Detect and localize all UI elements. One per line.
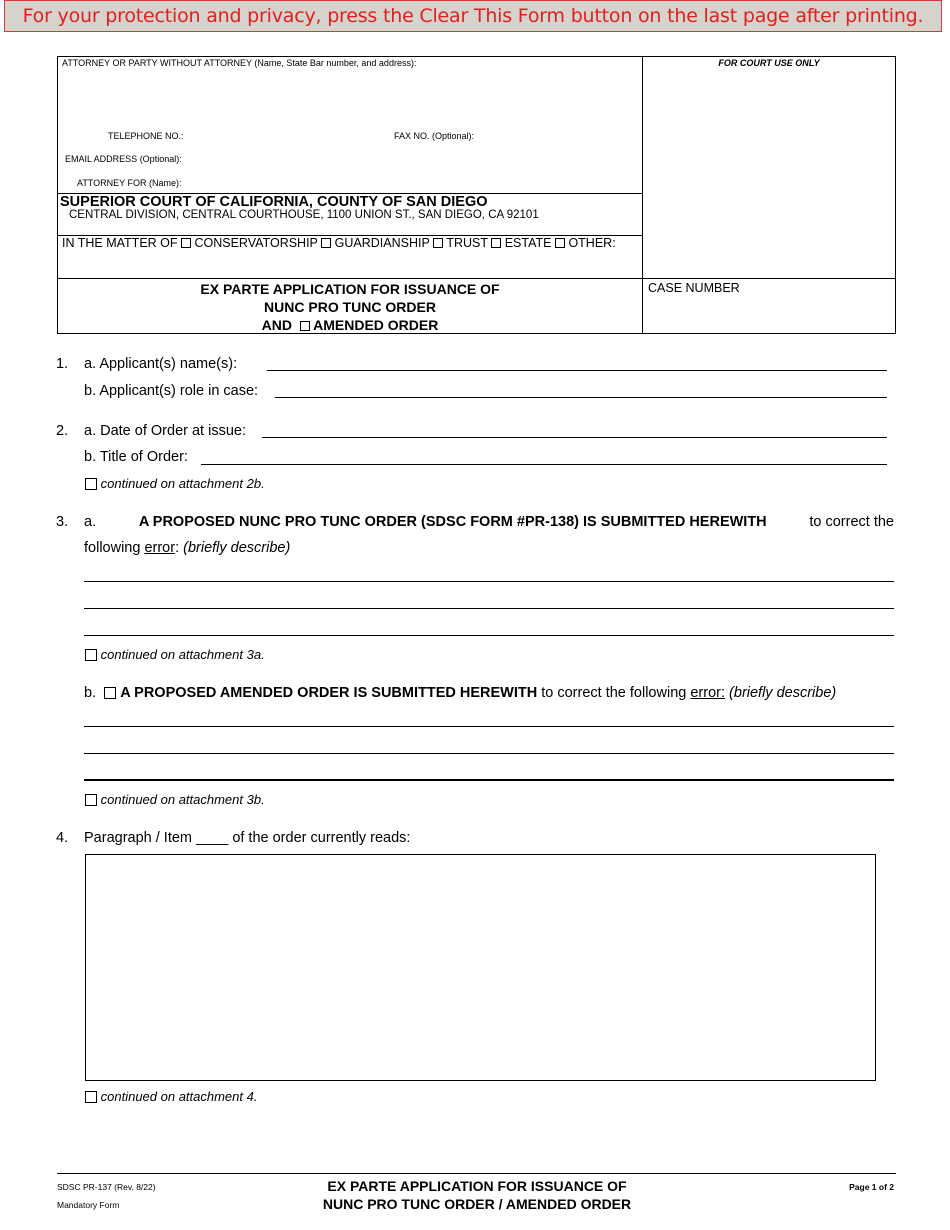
attorney-for-label: ATTORNEY FOR (Name): [77,178,182,188]
item3a-following: following [84,540,141,556]
item3a-brief: (briefly describe) [183,540,291,556]
footer-form-id: SDSC PR-137 (Rev. 8/22) [57,1182,156,1192]
attorney-label: ATTORNEY OR PARTY WITHOUT ATTORNEY (Name, State Bar number, and address): [62,58,417,68]
item4-continued [85,1089,257,1104]
item3a-colon: : [175,540,180,556]
form-title [57,280,643,334]
amended-order-title-label: AMENDED ORDER [313,317,439,333]
item1-number: 1. [56,356,69,372]
item1a-label: a. Applicant(s) name(s): [84,356,238,372]
item3a-prefix: a. [84,514,97,530]
conservatorship-checkbox[interactable] [181,238,191,248]
applicant-name-field[interactable] [267,370,887,371]
form-title-line1: EX PARTE APPLICATION FOR ISSUANCE OF [200,281,500,297]
item4-continued-label: continued on attachment 4. [100,1089,258,1104]
item3b-continued-checkbox[interactable] [85,794,97,806]
item4-label: Paragraph / Item ____ of the order currently reads: [84,830,411,846]
item1b-label: b. Applicant(s) role in case: [84,383,259,399]
fax-label: FAX NO. (Optional): [394,131,475,141]
other-checkbox[interactable] [555,238,565,248]
item3b-tail: to correct the following [541,685,687,701]
item2-continued-checkbox[interactable] [85,478,97,490]
item3b-line [84,685,836,701]
item2a-label: a. Date of Order at issue: [84,423,246,439]
other-label: OTHER: [568,236,616,250]
item4-number: 4. [56,830,69,846]
court-name: SUPERIOR COURT OF CALIFORNIA, COUNTY OF SAN DIEGO [60,194,488,210]
matter-row [62,236,616,250]
item3b-error-word: error: [690,685,726,701]
item3b-line-field-2[interactable] [84,753,894,754]
form-title-line3 [57,316,643,334]
court-address: CENTRAL DIVISION, CENTRAL COURTHOUSE, 1100 UNION ST., SAN DIEGO, CA 92101 [69,209,539,221]
footer-title [277,1177,677,1213]
footer-mandatory: Mandatory Form [57,1200,120,1210]
item3b-continued-label: continued on attachment 3b. [100,792,265,807]
applicant-role-field[interactable] [275,397,887,398]
trust-checkbox[interactable] [433,238,443,248]
item3b-line-field-3[interactable] [84,779,894,781]
item3a-bold-text: A PROPOSED NUNC PRO TUNC ORDER (SDSC FORM #PR-138) IS SUBMITTED HEREWITH [138,514,767,530]
conservatorship-label: CONSERVATORSHIP [194,236,318,250]
current-order-text-box[interactable] [85,854,876,1081]
estate-label: ESTATE [504,236,552,250]
separator [57,278,896,279]
item3b-bold-text: A PROPOSED AMENDED ORDER IS SUBMITTED HEREWITH [120,685,538,701]
item3-number: 3. [56,514,69,530]
telephone-label: TELEPHONE NO.: [108,131,184,141]
guardianship-checkbox[interactable] [321,238,331,248]
item3b-continued [85,792,265,807]
item3b-prefix: b. [84,685,97,701]
order-title-field[interactable] [201,464,887,465]
item2-number: 2. [56,423,69,439]
item3a-line-field-2[interactable] [84,608,894,609]
item3b-brief: (briefly describe) [729,685,837,701]
item3a-tail: to correct the [809,514,894,530]
form-title-line2: NUNC PRO TUNC ORDER [264,299,436,315]
estate-checkbox[interactable] [491,238,501,248]
item3a-line-field-1[interactable] [84,581,894,582]
case-number-label: CASE NUMBER [648,281,740,295]
item3a-error-word: error [144,540,176,556]
amended-order-checkbox[interactable] [300,321,310,331]
item3a-continued-label: continued on attachment 3a. [100,647,265,662]
item2b-label: b. Title of Order: [84,449,188,465]
item2-continued [85,476,265,491]
footer-title-line1: EX PARTE APPLICATION FOR ISSUANCE OF [327,1178,627,1194]
email-label: EMAIL ADDRESS (Optional): [65,154,182,164]
item3a-line2 [84,540,290,556]
guardianship-label: GUARDIANSHIP [334,236,430,250]
matter-label: IN THE MATTER OF [62,236,178,250]
title-and: AND [261,317,292,333]
trust-label: TRUST [446,236,488,250]
item3b-checkbox[interactable] [104,687,116,699]
item3b-line-field-1[interactable] [84,726,894,727]
item2-continued-label: continued on attachment 2b. [100,476,265,491]
item4-continued-checkbox[interactable] [85,1091,97,1103]
item3a-line-field-3[interactable] [84,635,894,636]
order-date-field[interactable] [262,437,887,438]
footer-title-line2: NUNC PRO TUNC ORDER / AMENDED ORDER [322,1196,632,1212]
privacy-banner: For your protection and privacy, press the Clear This Form button on the last page after printing. [4,0,942,32]
item3a-line1 [84,514,894,530]
item3a-continued-checkbox[interactable] [85,649,97,661]
court-use-label: FOR COURT USE ONLY [718,58,820,68]
footer-rule [57,1173,896,1174]
item3a-continued [85,647,265,662]
footer-page-number: Page 1 of 2 [849,1182,894,1192]
